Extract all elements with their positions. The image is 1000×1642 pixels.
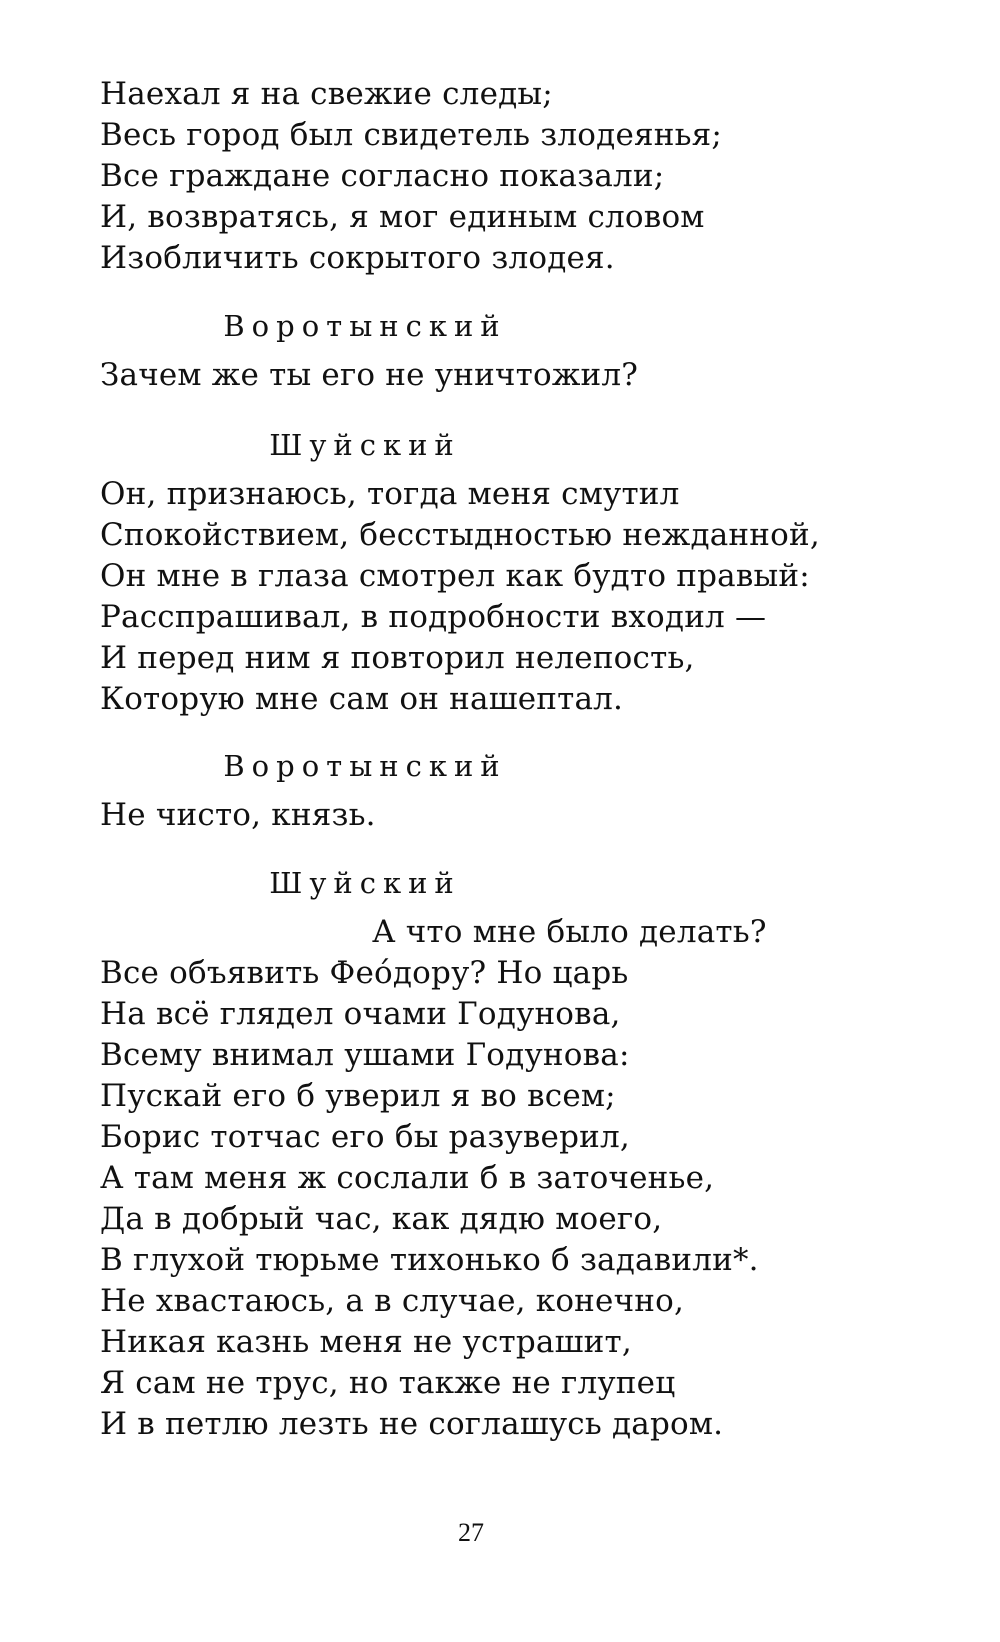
page-number: 27: [458, 1518, 484, 1547]
verse-line: И, возвратясь, я мог единым словом: [100, 199, 705, 235]
verse-line: Все граждане согласно показали;: [100, 158, 665, 194]
verse-line: Не хвастаюсь, а в случае, конечно,: [100, 1283, 685, 1319]
verse-line: Борис тотчас его бы разуверил,: [100, 1119, 630, 1155]
verse-line: Я сам не трус, но также не глупец: [100, 1365, 676, 1401]
verse-line: Он, признаюсь, тогда меня смутил: [100, 476, 680, 512]
verse-line: Зачем же ты его не уничтожил?: [100, 357, 639, 393]
speaker-name: Шуйский: [269, 428, 461, 462]
verse-line: Наехал я на свежие следы;: [100, 76, 553, 112]
verse-line: Все объявить Феóдору? Но царь: [100, 955, 629, 991]
verse-line: На всё глядел очами Годунова,: [100, 996, 621, 1032]
verse-line: Он мне в глаза смотрел как будто правый:: [100, 558, 810, 594]
speaker-name: Воротынский: [223, 749, 507, 783]
verse-line: В глухой тюрьме тихонько б задавили*.: [100, 1242, 759, 1278]
verse-line: Никая казнь меня не устрашит,: [100, 1324, 632, 1360]
verse-line: А там меня ж сослали б в заточенье,: [100, 1160, 715, 1196]
verse-line: Да в добрый час, как дядю моего,: [100, 1201, 663, 1237]
speaker-name: Шуйский: [269, 866, 461, 900]
verse-line: Пускай его б уверил я во всем;: [100, 1078, 616, 1114]
verse-line: Расспрашивал, в подробности входил —: [100, 599, 767, 635]
verse-line: Спокойствием, бесстыдностью нежданной,: [100, 517, 820, 553]
verse-line: И перед ним я повторил нелепость,: [100, 640, 695, 676]
verse-line: И в петлю лезть не соглашусь даром.: [100, 1406, 724, 1442]
verse-line: Изобличить сокрытого злодея.: [100, 240, 615, 276]
verse-line: Которую мне сам он нашептал.: [100, 681, 624, 717]
speaker-name: Воротынский: [223, 309, 507, 343]
verse-line-indented: А что мне было делать?: [372, 914, 767, 950]
verse-line: Весь город был свидетель злодеянья;: [100, 117, 723, 153]
verse-line: Не чисто, князь.: [100, 797, 376, 833]
verse-line: Всему внимал ушами Годунова:: [100, 1037, 630, 1073]
